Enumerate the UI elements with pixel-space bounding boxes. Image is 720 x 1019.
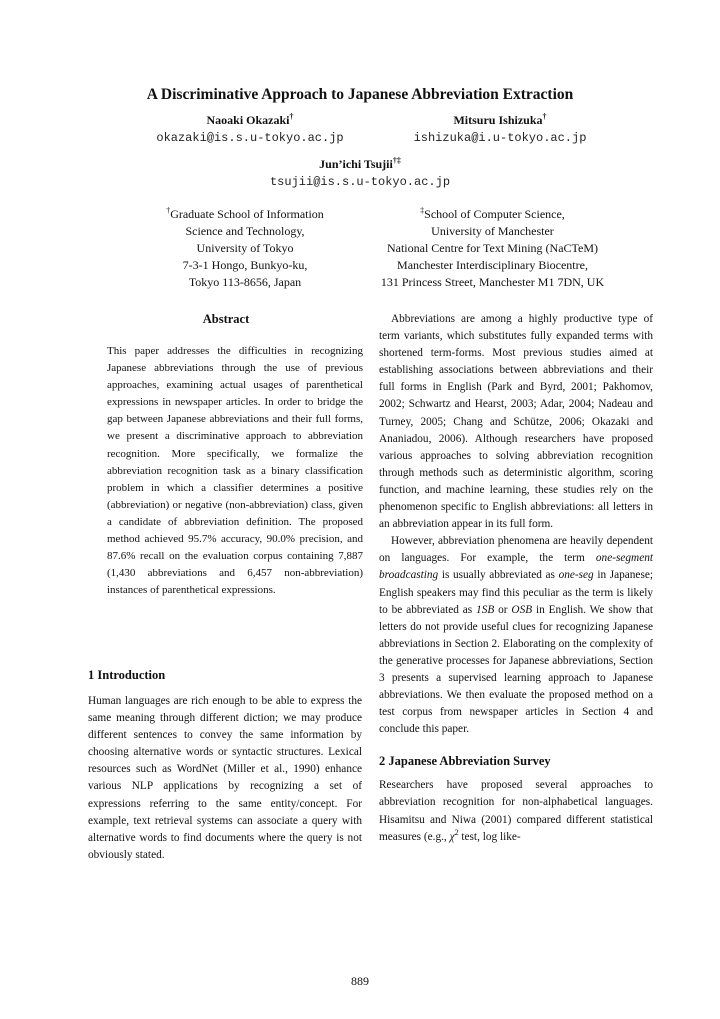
affiliation-tokyo: †Graduate School of Information Science and Technology, University of Tokyo 7-3-1 Hongo, Bunkyo-ku, Tokyo 113-8656, Japan [166, 206, 324, 289]
abstract-text: This paper addresses the difficulties in recognizing Japanese abbreviations through the use of previous approaches, examining actual usages of parenthetical expressions in newspaper articles. In order to bridge the gap between Japanese abbreviations and their full forms, we present a discriminative approach to abbreviation recognition. More specifically, we formalize the abbreviation recognition task as a binary classification problem in which a classifier determines a positive (abbreviation) or negative (non-abbreviation) class, given a candidate of abbreviation definition. The proposed method achieved 95.7% accuracy, 90.0% precision, and 87.6% recall on the evaluation corpus containing 7,887 (1,430 abbreviations and 6,457 non-abbreviation) instances of parenthetical expressions. [107, 345, 363, 597]
author-block-ishizuka [380, 113, 620, 145]
author-email[interactable]: tsujii@is.s.u-tokyo.ac.jp [269, 175, 451, 189]
term-one-segment-broadcasting: one-segment broadcasting [379, 552, 653, 582]
chi-symbol: χ [449, 830, 455, 843]
section-heading-survey: 2 Japanese Abbreviation Survey [379, 754, 551, 769]
term-one-seg: one-seg [558, 569, 594, 582]
paragraph-language-dependence: However, abbreviation phenomena are heavily dependent on languages. For example, the term one-segment broadcasting is usually abbreviated as one-seg in Japanese; English speakers may find this peculiar as the term is likely to be abbreviated as 1SB or OSB in English. We show that letters do not provide useful clues for recognizing Japanese abbreviations in Section 2. Elaborating on the complexity of the generative processes for Japanese abbreviations, Section 3 presents a supervised learning approach to Japanese abbreviations. We then evaluate the proposed method on a test corpus from newspaper articles in Section 4 and conclude this paper. [379, 535, 653, 736]
author-block-tsujii [230, 157, 490, 189]
author-name: Jun’ichi Tsujii†‡ [319, 156, 401, 171]
right-column [379, 311, 653, 846]
paragraph-survey: Researchers have proposed several approaches to abbreviation recognition for non-alphabetical languages. Hisamitsu and Niwa (2001) compared different statistical measures (e.g., $\chi^2$ test, log like- [379, 779, 653, 843]
author-name: Mitsuru Ishizuka† [453, 112, 547, 127]
paragraph-abbreviations: Abbreviations are among a highly productive type of term variants, which substitutes fully expanded terms with shortened term-forms. Most previous studies aimed at establishing associations between abbreviations and their full forms in English (Park and Byrd, 2001; Pakhomov, 2002; Schwartz and Hearst, 2003; Adar, 2004; Nadeau and Turney, 2005; Chang and Schütze, 2006; Okazaki and Ananiadou, 2006). Although researchers have proposed various approaches to solving abbreviation recognition through methods such as deterministic algorithm, scoring function, and machine learning, these studies rely on the phenomenon specific to English abbreviations: all letters in an abbreviation appear in its full form. [379, 313, 653, 531]
author-email[interactable]: ishizuka@i.u-tokyo.ac.jp [413, 131, 587, 145]
introduction-paragraph: Human languages are rich enough to be able to express the same meaning through different diction; we may produce different sentences to convey the same information by choosing alternative words or syntactic structures. Lexical resources such as WordNet (Miller et al., 1990) enhance various NLP applications by recognizing a set of expressions referring to the same entity/concept. For example, text retrieval systems can associate a query with alternative words to find documents where the query is not obviously stated. [88, 695, 362, 861]
term-osb: OSB [511, 603, 533, 616]
author-block-okazaki [120, 113, 380, 145]
author-name: Naoaki Okazaki† [206, 112, 294, 127]
paper-title: A Discriminative Approach to Japanese Abbreviation Extraction [146, 86, 574, 103]
term-1sb: 1SB [476, 603, 495, 616]
author-email[interactable]: okazaki@is.s.u-tokyo.ac.jp [156, 131, 344, 145]
abstract-heading: Abstract [202, 312, 250, 326]
affiliation-manchester: ‡School of Computer Science, University of Manchester National Centre for Text Mining (NaCTeM) Manchester Interdisciplinary Biocentre, 131 Princess Street, Manchester M1 7DN, UK [380, 206, 605, 289]
section-heading-introduction: 1 Introduction [88, 668, 166, 682]
page-number: 889 [351, 974, 369, 988]
